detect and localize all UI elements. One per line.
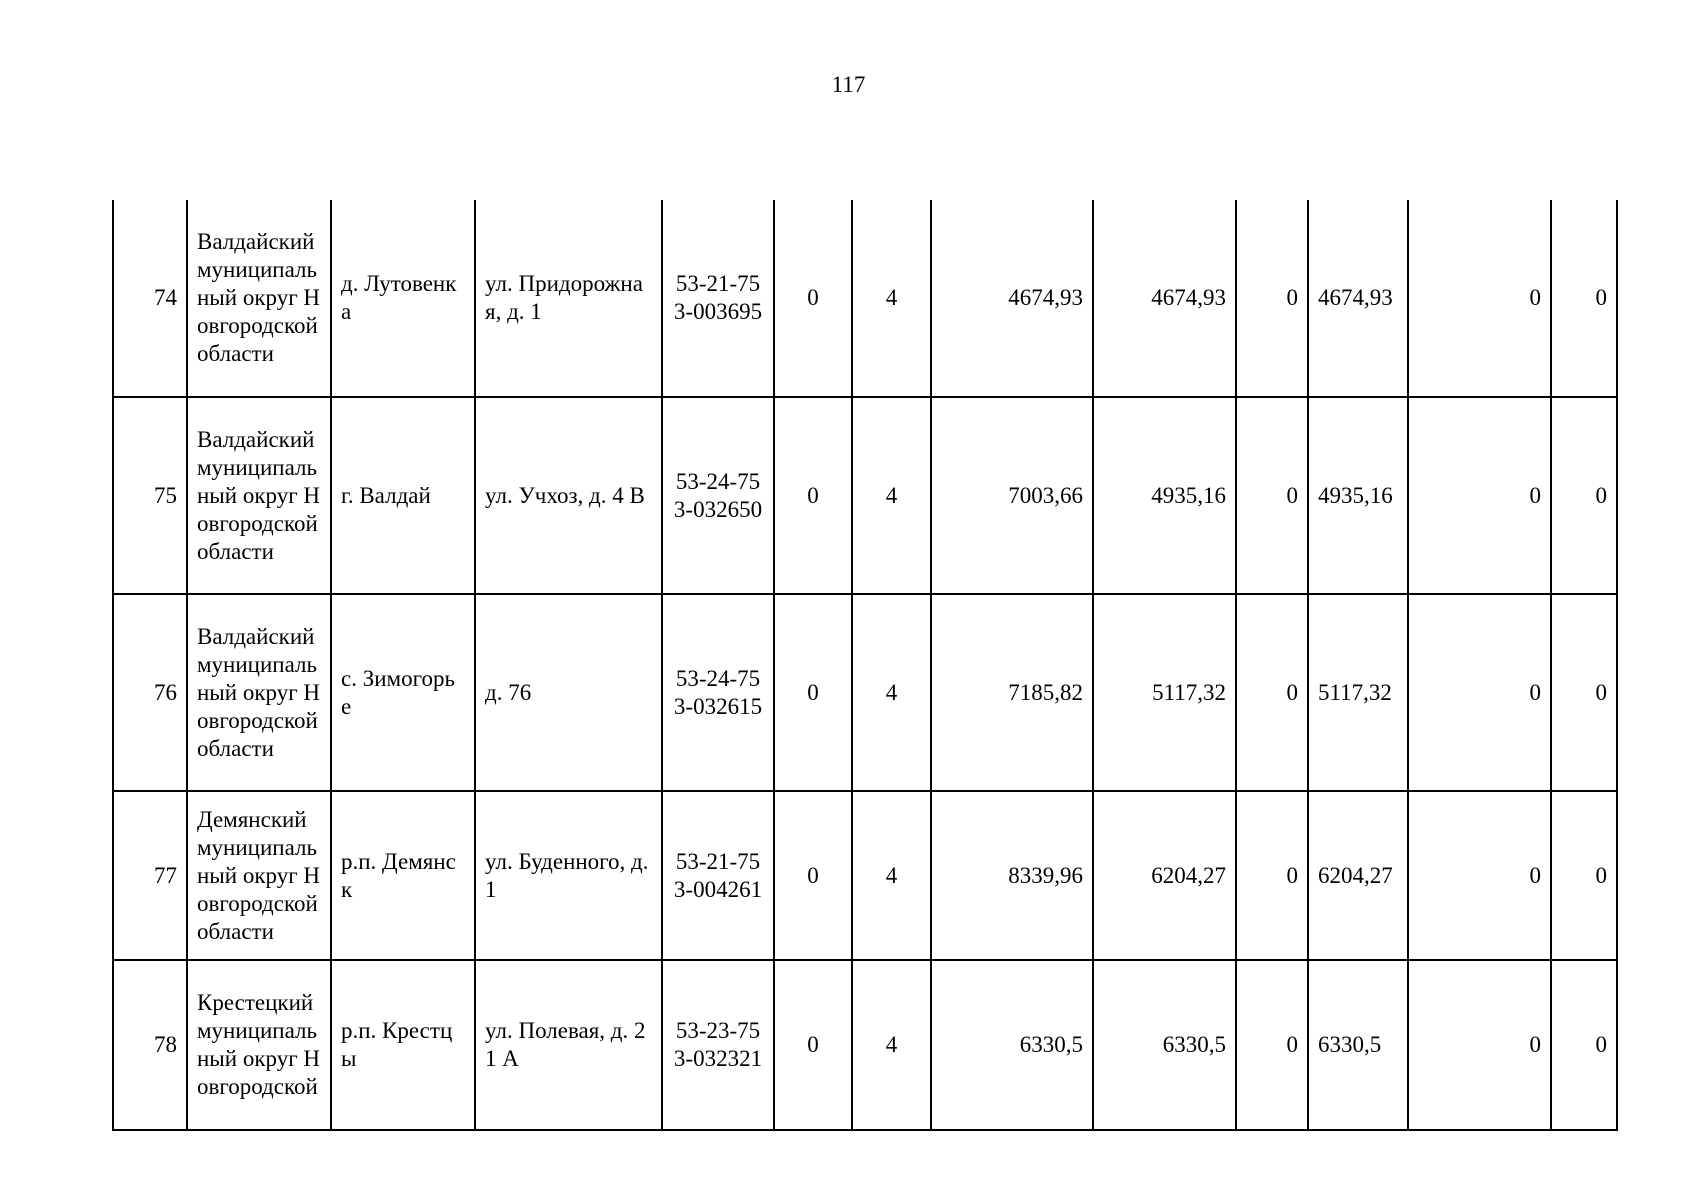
value-a-cell: 0 xyxy=(774,960,852,1130)
amount-2-cell: 0 xyxy=(1236,594,1308,791)
value-b-cell: 4 xyxy=(852,200,931,397)
row-number: 74 xyxy=(113,200,187,397)
code-cell: 53-21-753-004261 xyxy=(662,791,774,960)
amount-5-cell: 0 xyxy=(1551,594,1617,791)
district-cell: Валдайский муниципальный округ Новгородской области xyxy=(187,594,331,791)
district-cell: Валдайский муниципальный округ Новгородской области xyxy=(187,397,331,594)
code-cell: 53-24-753-032615 xyxy=(662,594,774,791)
amount-2-cell: 0 xyxy=(1236,200,1308,397)
amount-4-cell: 0 xyxy=(1408,791,1551,960)
locality-cell: р.п. Демянск xyxy=(331,791,475,960)
amount-5-cell: 0 xyxy=(1551,200,1617,397)
table-row xyxy=(113,594,1617,791)
code-cell: 53-24-753-032650 xyxy=(662,397,774,594)
table-row xyxy=(113,791,1617,960)
locality-cell: г. Валдай xyxy=(331,397,475,594)
row-number: 78 xyxy=(113,960,187,1130)
value-b-cell: 4 xyxy=(852,397,931,594)
total-cell: 8339,96 xyxy=(931,791,1093,960)
value-a-cell: 0 xyxy=(774,200,852,397)
amount-1-cell: 6330,5 xyxy=(1093,960,1236,1130)
data-table xyxy=(112,200,1618,1131)
value-b-cell: 4 xyxy=(852,960,931,1130)
address-cell: ул. Придорожная, д. 1 xyxy=(475,200,662,397)
amount-4-cell: 0 xyxy=(1408,397,1551,594)
amount-3-cell: 4674,93 xyxy=(1308,200,1408,397)
amount-2-cell: 0 xyxy=(1236,791,1308,960)
address-cell: ул. Полевая, д. 21 А xyxy=(475,960,662,1130)
total-cell: 6330,5 xyxy=(931,960,1093,1130)
code-cell: 53-23-753-032321 xyxy=(662,960,774,1130)
amount-4-cell: 0 xyxy=(1408,200,1551,397)
amount-4-cell: 0 xyxy=(1408,594,1551,791)
address-cell: ул. Буденного, д. 1 xyxy=(475,791,662,960)
amount-3-cell: 4935,16 xyxy=(1308,397,1408,594)
amount-5-cell: 0 xyxy=(1551,791,1617,960)
amount-2-cell: 0 xyxy=(1236,397,1308,594)
total-cell: 4674,93 xyxy=(931,200,1093,397)
district-cell: Валдайский муниципальный округ Новгородской области xyxy=(187,200,331,397)
amount-4-cell: 0 xyxy=(1408,960,1551,1130)
amount-1-cell: 5117,32 xyxy=(1093,594,1236,791)
amount-2-cell: 0 xyxy=(1236,960,1308,1130)
amount-3-cell: 6330,5 xyxy=(1308,960,1408,1130)
total-cell: 7185,82 xyxy=(931,594,1093,791)
total-cell: 7003,66 xyxy=(931,397,1093,594)
amount-1-cell: 4935,16 xyxy=(1093,397,1236,594)
amount-5-cell: 0 xyxy=(1551,960,1617,1130)
locality-cell: д. Лутовенка xyxy=(331,200,475,397)
code-cell: 53-21-753-003695 xyxy=(662,200,774,397)
row-number: 76 xyxy=(113,594,187,791)
address-cell: ул. Учхоз, д. 4 В xyxy=(475,397,662,594)
page-number: 117 xyxy=(831,72,866,97)
value-a-cell: 0 xyxy=(774,791,852,960)
table-row xyxy=(113,960,1617,1130)
address-cell: д. 76 xyxy=(475,594,662,791)
amount-1-cell: 6204,27 xyxy=(1093,791,1236,960)
amount-5-cell: 0 xyxy=(1551,397,1617,594)
value-a-cell: 0 xyxy=(774,397,852,594)
district-cell: Крестецкий муниципальный округ Новгородской xyxy=(187,960,331,1130)
locality-cell: с. Зимогорье xyxy=(331,594,475,791)
row-number: 77 xyxy=(113,791,187,960)
table-row xyxy=(113,397,1617,594)
locality-cell: р.п. Крестцы xyxy=(331,960,475,1130)
value-b-cell: 4 xyxy=(852,594,931,791)
value-b-cell: 4 xyxy=(852,791,931,960)
table-row xyxy=(113,200,1617,397)
amount-3-cell: 6204,27 xyxy=(1308,791,1408,960)
row-number: 75 xyxy=(113,397,187,594)
amount-3-cell: 5117,32 xyxy=(1308,594,1408,791)
value-a-cell: 0 xyxy=(774,594,852,791)
amount-1-cell: 4674,93 xyxy=(1093,200,1236,397)
district-cell: Демянский муниципальный округ Новгородской области xyxy=(187,791,331,960)
